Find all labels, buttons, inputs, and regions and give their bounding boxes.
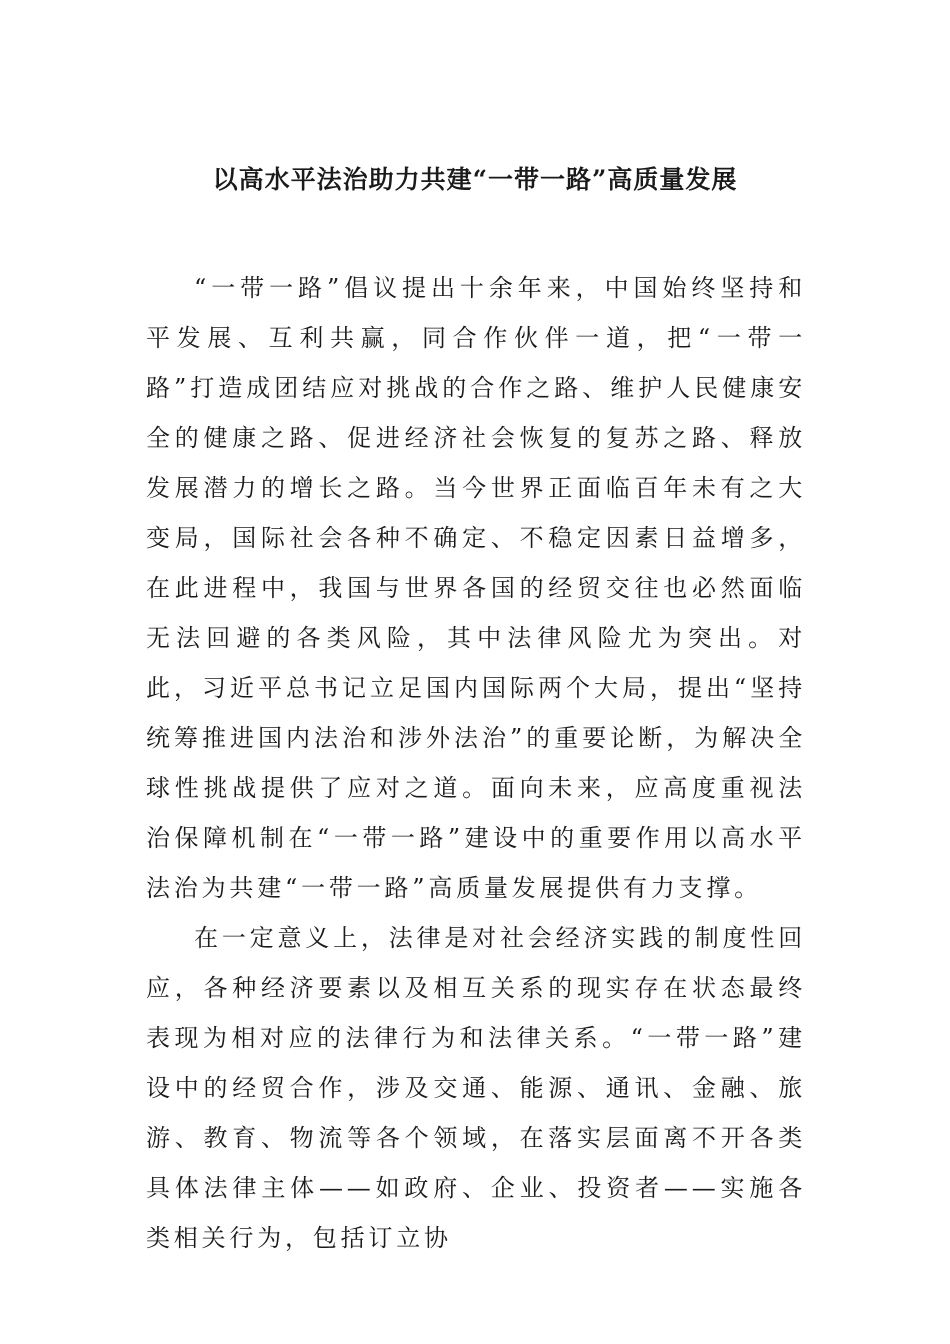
paragraph: “一带一路”倡议提出十余年来，中国始终坚持和平发展、互利共赢，同合作伙伴一道，把“一带一路”打造成团结应对挑战的合作之路、维护人民健康安全的健康之路、促进经济社会恢复的复苏之路、释放发展潜力的增长之路。当今世界正面临百年未有之大变局，国际社会各种不确定、不稳定因素日益增多，在此进程中，我国与世界各国的经贸交往也必然面临无法回避的各类风险，其中法律风险尤为突出。对此，习近平总书记立足国内国际两个大局，提出“坚持统筹推进国内法治和涉外法治”的重要论断，为解决全球性挑战提供了应对之道。面向未来，应高度重视法治保障机制在“一带一路”建设中的重要作用以高水平法治为共建“一带一路”高质量发展提供有力支撑。 <box>146 274 806 902</box>
paragraph: 在一定意义上，法律是对社会经济实践的制度性回应，各种经济要素以及相互关系的现实存在状态最终表现为相对应的法律行为和法律关系。“一带一路”建设中的经贸合作，涉及交通、能源、通讯、金融、旅游、教育、物流等各个领域，在落实层面离不开各类具体法律主体——如政府、企业、投资者——实施各类相关行为，包括订立协 <box>146 924 806 1252</box>
document-title: 以高水平法治助力共建“一带一路”高质量发展 <box>212 165 738 194</box>
document-body <box>146 263 806 1263</box>
